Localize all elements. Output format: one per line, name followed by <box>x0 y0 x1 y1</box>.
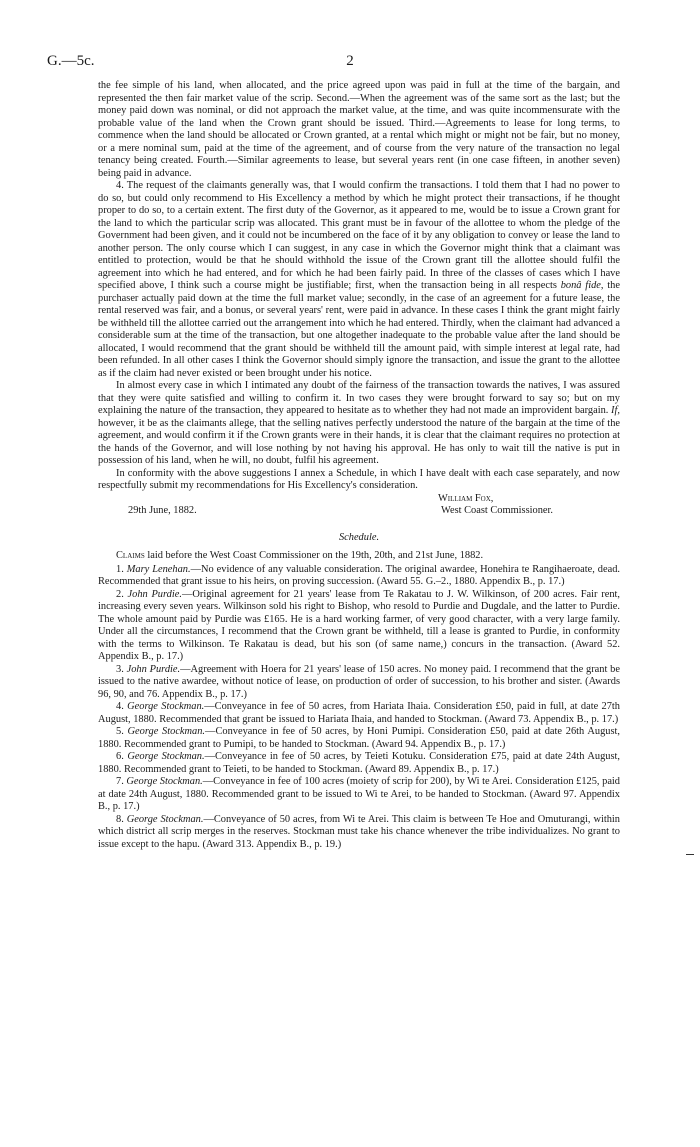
document-reference: G.—5c. <box>47 53 95 69</box>
signatory-name: William Fox, <box>438 492 494 504</box>
claim-item <box>98 776 620 814</box>
claim-number: 2. <box>116 588 128 600</box>
bona-fide-italic: bonâ fide <box>560 280 601 291</box>
claim-text: —Agreement with Hoera for 21 years' lease of 150 acres. No money paid. I recommend that the grant be issued to the native awardee, without notice of lease, on production of order of succession, to his brother and sister. (Awards 96, 90, and 76. Appendix B., p. 17.) <box>98 663 620 700</box>
margin-tick-mark <box>686 854 694 855</box>
claim-item <box>98 564 620 589</box>
claim-text: —Conveyance in fee of 50 acres, by Honi Pumipi. Consideration £50, paid at date 26th August, 1880. Recommended grant to Pumipi, to be handed to Stockman. (Award 94. Appendix B., p. 17.) <box>98 726 621 750</box>
signatory-title: West Coast Commissioner. <box>441 505 554 516</box>
claimant-name: John Purdie. <box>126 663 181 675</box>
paragraph-4-part-a: 4. The request of the claimants generally was, that I would confirm the transactions. I told them that I had no power to do so, but could only recommend to His Excellency a method by which he might protect their transactions, if he thought proper to do so, to a certain extent. The first duty of the Governor, as it appeared to me, would be to issue a Crown grant for the land to which the particular scrip was allocated. This grant must be in favour of the allottee to whom the pledge of the Government had been given, and it could not be incumbered on the face of it by any obligation to convey or lease the land to another person. The only course which I can suggest, in any case in which the Governor might think that a claimant was entitled to protection, would be that he should withhold the issue of the Crown grant till the allottee should fulfil the agreement into which he had entered, and for which he had been fairly paid. In three of the classes of cases which I have specified above, I think such a course might be justifiable; first, when the transaction being in all respects <box>98 180 620 291</box>
claim-number: 8. <box>116 813 127 825</box>
schedule-heading <box>98 550 620 563</box>
schedule-heading-word: Claims <box>116 550 145 561</box>
claim-item <box>98 664 620 702</box>
claim-number: 3. <box>116 663 127 675</box>
claim-text: —Conveyance in fee of 50 acres, from Hariata Ihaia. Consideration £50, paid in full, at date 27th August, 1880. Recommended that grant be issued to Hariata Ihaia, and handed to Stockman. (Award 73. Appendix B., p. 17.) <box>98 701 621 725</box>
paragraph-conformity: In conformity with the above suggestions I annex a Schedule, in which I have dealt with each case separately, and now respectfully submit my recommendations for His Excellency's consideration. <box>98 467 620 491</box>
claim-item <box>98 751 620 776</box>
claim-number: 7. <box>116 776 127 787</box>
paragraph-4-part-b: , the purchaser actually paid down at the time the full market value; secondly, in the case of an agreement for a future lease, the rental reserved was fair, and a bonus, or several years' rent, were paid in advance. In these cases I think the grant might fairly be withheld till the allottee carried out the arrangement into which he had entered. Thirdly, when the claimant had advanced a considerable sum at the time of the transaction, but one altogether inadequate to the probable value after the land should be allocated, I would recommend that the grant should be withheld till the amount paid, with simple interest at legal rate, had been refunded. In all other cases I think the Governor should simply ignore the transaction, and issue the grant to the allottee as if the claim had never existed or been brought under his notice. <box>98 280 620 379</box>
claim-number: 1. <box>116 563 127 575</box>
schedule-title: Schedule. <box>338 531 380 543</box>
signature-name-row <box>98 493 620 506</box>
claimant-name: George Stockman. <box>126 813 204 825</box>
signature-date-row <box>98 505 620 518</box>
claim-text: —Conveyance in fee of 50 acres, by Teieti Kotuku. Consideration £75, paid at date 24th August, 1880. Recommended grant to Teieti, to be handed to Stockman. (Award 89. Appendix B., p. 17.) <box>98 751 620 775</box>
claim-number: 5. <box>116 726 128 737</box>
claim-number: 6. <box>116 751 128 762</box>
paragraph-doubt-part-a: In almost every case in which I intimated any doubt of the fairness of the transaction towards the natives, I was assured that they were quite satisfied and willing to confirm it. In two cases they were brought forward to say so; but on my explaining the nature of the transaction, they appeared to hesitate as to whether they had not made an improvident bargain. <box>98 380 620 416</box>
claimant-name: George Stockman. <box>126 776 203 787</box>
document-body <box>98 80 620 851</box>
claimant-name: George Stockman. <box>127 726 206 737</box>
claim-number: 4. <box>116 701 128 712</box>
page-number: 2 <box>346 53 354 69</box>
page-header <box>47 52 653 70</box>
claim-text: —Conveyance of 50 acres, from Wi te Arei. This claim is between Te Hoe and Omuturangi, within which district all scrip merges in the reserves. Stockman must take his chance whenever the tribe individualizes. No grant to issue except to the hapu. (Award 313. Appendix B., p. 19.) <box>98 813 620 850</box>
claim-item <box>98 701 620 726</box>
claimant-name: John Purdie. <box>127 588 182 600</box>
paragraph-continuation: the fee simple of his land, when allocated, and the price agreed upon was paid in full at the time of the bargain, and represented the then fair market value of the scrip. Second.—When the agreement was of the same sort as the last; but the money paid down was nominal, or did not approach the market value, at the time, and was quite incommensurate with the probable value of the land when the Crown grant should be issued. Third.—Agreements to lease for long terms, to commence when the land should be allocated or Crown granted, at a rental which might or might not be fair, but no money, or a mere nominal sum, paid at the time of the agreement, and of course from the very nature of the transaction no legal tenancy being created. Fourth.—Similar agreements to lease, but several years rent (in one case fifteen, in another seven) being paid in advance. <box>98 80 620 179</box>
signature-date: 29th June, 1882. <box>128 505 197 516</box>
claimant-name: Mary Lenehan. <box>126 563 191 575</box>
claimant-name: George Stockman. <box>127 751 205 762</box>
claim-text: —Conveyance in fee of 100 acres (moiety of scrip for 200), by Wi te Arei. Consideration £125, paid at date 24th August, 1880. Recommended grant to be issued to Wi te Arei, to be handed to Stockman. (Award 97. Appendix B., p. 17.) <box>98 776 621 812</box>
claim-text: —No evidence of any valuable consideration. The original awardee, Honehira te Rangihaeroate, dead. Recommended that grant issue to his heirs, on proving succession. (Award 55. G.–2., 1880. Appendix B., p. 17.) <box>98 563 620 587</box>
claimant-name: George Stockman. <box>127 701 205 712</box>
claim-text: —Original agreement for 21 years' lease from Te Rakatau to J. W. Wilkinson, of 200 acres. Fair rent, increasing every seven years. Wilkinson sold his right to Bishop, who resold to Purdie and Dugdale, and the latter to Purdie. The whole amount paid by Purdie was £165. He is a hard working farmer, of very good character, with a very large family. Under all the circumstances, I recommend that the Crown grant be withheld, till a lease is granted to Purdie, in conformity with the terms to Wilkinson. Te Rakatau is dead, but his son (of same name,) concurs in the transaction. (Award 52. Appendix B., p. 17.) <box>98 588 620 662</box>
if-italic: If, <box>611 405 620 416</box>
paragraph-doubt <box>98 380 620 468</box>
claim-item <box>98 726 620 751</box>
paragraph-doubt-part-b: however, it be as the claimants allege, that the selling natives perfectly understood the nature of the bargain at the time of the agreement, and would confirm it if the Crown grants were in their hands, it is clear that the claimant requires no protection at the hands of the Governor, and will lose nothing by not having his approval. He has only to wait till the native is put in possession of his land, when he will, no doubt, fulfil his agreement. <box>98 417 620 466</box>
claim-item <box>98 589 620 664</box>
claim-item <box>98 814 620 852</box>
paragraph-4 <box>98 180 620 380</box>
schedule-heading-rest: laid before the West Coast Commissioner on the 19th, 20th, and 21st June, 1882. <box>144 550 484 561</box>
